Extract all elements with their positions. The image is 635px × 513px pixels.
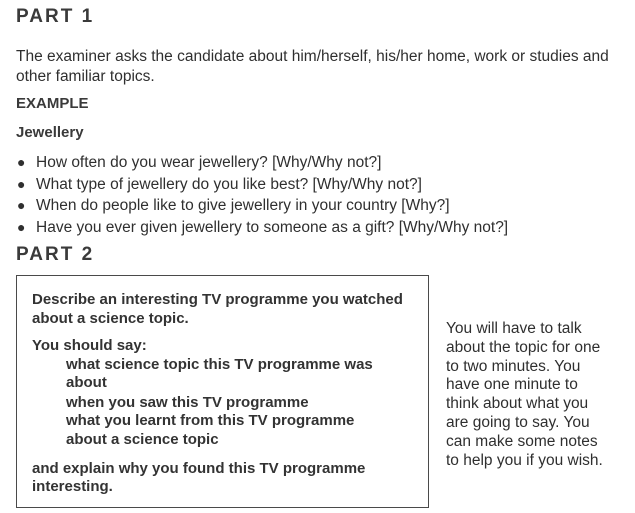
part1-intro: The examiner asks the candidate about him/herself, his/her home, work or studies and other familiar topics. xyxy=(16,48,609,85)
instructions-line: can make some notes xyxy=(446,432,598,450)
question-text: How often do you wear jewellery? [Why/Why not?] xyxy=(36,154,382,171)
instructions-line: are going to say. You xyxy=(446,413,590,431)
card-point: what you learnt from this TV programme xyxy=(66,412,355,429)
question-text: What type of jewellery do you like best? [Why/Why not?] xyxy=(36,175,422,193)
question-text: When do people like to give jewellery in your country [Why?] xyxy=(36,197,450,214)
cue-card xyxy=(16,275,429,508)
topic-title: Jewellery xyxy=(16,124,84,141)
card-point: when you saw this TV programme xyxy=(66,394,309,411)
question-text: Have you ever given jewellery to someone as a gift? [Why/Why not?] xyxy=(36,218,509,236)
card-point: about xyxy=(66,374,107,391)
part1-heading: PART 1 xyxy=(16,6,95,27)
card-point: what science topic this TV programme was xyxy=(66,356,373,373)
instructions-line: to help you if you wish. xyxy=(446,451,603,469)
list-item xyxy=(16,195,508,217)
card-point: about a science topic xyxy=(66,431,219,448)
list-item xyxy=(16,152,508,174)
card-prompt-line: about a science topic. xyxy=(32,310,189,327)
question-list xyxy=(16,152,508,238)
instructions-line: think about what you xyxy=(446,395,589,413)
card-prompt-line: Describe an interesting TV programme you watched xyxy=(32,291,403,308)
bullet-icon: ● xyxy=(17,218,26,235)
bullet-icon: ● xyxy=(17,175,26,192)
instructions-line: about the topic for one xyxy=(446,338,601,356)
card-explain-line: interesting. xyxy=(32,478,113,495)
instructions-line: to two minutes. You xyxy=(446,357,581,375)
example-label: EXAMPLE xyxy=(16,95,89,112)
card-explain-line: and explain why you found this TV programme xyxy=(32,460,366,477)
list-item xyxy=(16,174,508,196)
instructions-line: You will have to talk xyxy=(446,320,582,337)
instructions-line: have one minute to xyxy=(446,376,578,394)
instructions-note xyxy=(446,320,626,470)
bullet-icon: ● xyxy=(17,154,26,170)
list-item xyxy=(16,217,508,239)
bullet-icon: ● xyxy=(17,197,26,213)
you-should-say-label: You should say: xyxy=(32,337,147,354)
part2-heading: PART 2 xyxy=(16,244,95,265)
